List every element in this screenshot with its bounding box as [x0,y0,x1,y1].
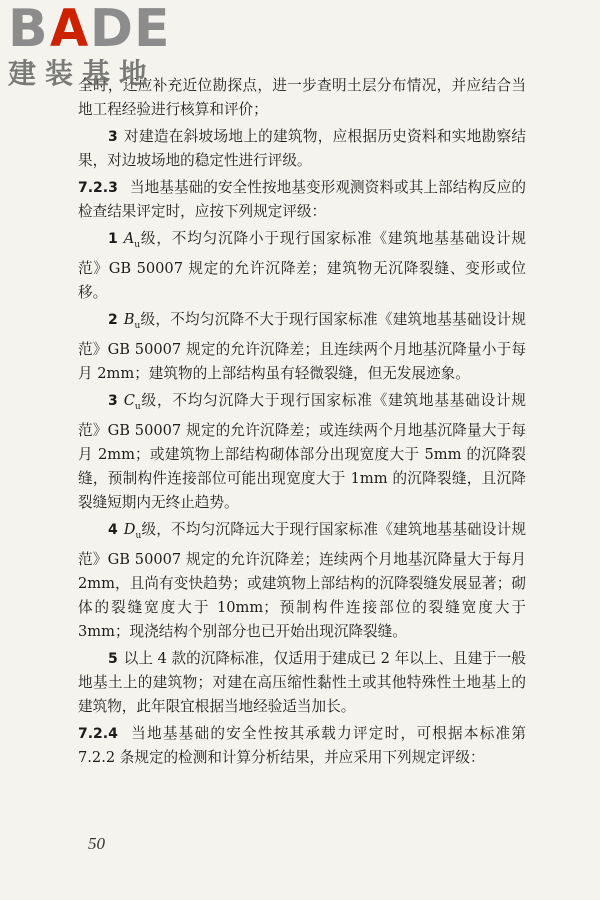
page-number: 50 [88,834,105,853]
grade-label [123,310,141,331]
document-body [78,74,526,773]
item-paragraph [78,647,526,719]
item-paragraph [78,518,526,644]
logo-wordmark [8,0,178,59]
paragraph-text: 全时，还应补充近位勘探点，进一步查明土层分布情况，并应结合当地工程经验进行核算和评价； [78,77,526,118]
paragraph-text: 级，不均匀沉降不大于现行国家标准《建筑地基基础设计规范》GB 50007 规定的允许沉降差；且连续两个月地基沉降量小于每月 2mm；建筑物的上部结构虽有轻微裂缝，但无发展迹象。 [78,310,526,382]
clause-paragraph [78,176,526,224]
item-number: 3 [108,392,118,409]
paragraph-text: 级，不均匀沉降大于现行国家标准《建筑地基基础设计规范》GB 50007 规定的允许沉降差；或连续两个月地基沉降量大于每月 2mm；或建筑物上部结构砌体部分出现宽度大于 5mm 的沉降裂缝，预制构件连接部位可能出现宽度大于 1mm 的沉降裂缝，且沉降裂缝短期内无终止趋势。 [78,391,526,511]
logo-letter-a: A [49,0,89,59]
item-paragraph [78,308,526,386]
clause-number: 7.2.4 [78,725,118,742]
logo-subtitle: 建装基地 [8,57,157,90]
grade-label [123,230,141,250]
paragraph-text: 当地基基础的安全性按其承载力评定时，可根据本标准第 7.2.2 条规定的检测和计算分析结果，并应采用下列规定评级： [78,724,526,766]
grade-subscript: u [135,530,142,541]
clause-number: 7.2.3 [78,180,118,196]
paragraph-text: 级，不均匀沉降小于现行国家标准《建筑地基基础设计规范》GB 50007 规定的允许沉降差；建筑物无沉降裂缝、变形或位移。 [78,230,526,301]
grade-letter: B [123,310,135,328]
bade-logo [8,2,178,90]
item-number: 3 [108,129,118,145]
paragraph-text: 当地基基础的安全性按地基变形观测资料或其上部结构反应的检查结果评定时，应按下列规定评级： [78,179,526,220]
item-number: 4 [108,521,118,538]
grade-letter: C [123,391,135,409]
logo-letter-b: B [8,0,49,59]
clause-paragraph [78,722,526,770]
grade-subscript: u [134,401,141,412]
item-paragraph [78,227,526,305]
paragraph-text: 以上 4 款的沉降标准，仅适用于建成已 2 年以上、且建于一般地基土上的建筑物；对建在高压缩性黏性土或其他特殊性土地基上的建筑物，此年限宜根据当地经验适当加长。 [78,649,526,715]
item-paragraph [78,389,526,515]
paragraph-text: 对建造在斜坡场地上的建筑物，应根据历史资料和实地勘察结果，对边坡场地的稳定性进行评级。 [78,128,526,169]
grade-label [123,391,141,412]
item-number: 2 [108,311,118,328]
grade-label [123,520,142,541]
item-number: 5 [108,650,118,667]
grade-letter: A [123,230,135,247]
grade-subscript: u [134,320,141,331]
grade-subscript: u [134,239,141,250]
logo-letters-de: DE [89,0,171,59]
item-number: 1 [108,231,118,247]
paragraph-text: 级，不均匀沉降远大于现行国家标准《建筑地基基础设计规范》GB 50007 规定的允许沉降差；连续两个月地基沉降量大于每月 2mm，且尚有变快趋势；或建筑物上部结构的沉降裂缝发展显著；砌体的裂缝宽度大于 10mm；预制构件连接部位的裂缝宽度大于 3mm；现浇结构个别部分也已开始出现沉降裂缝。 [78,520,526,640]
item-paragraph [78,125,526,173]
grade-letter: D [123,520,136,538]
